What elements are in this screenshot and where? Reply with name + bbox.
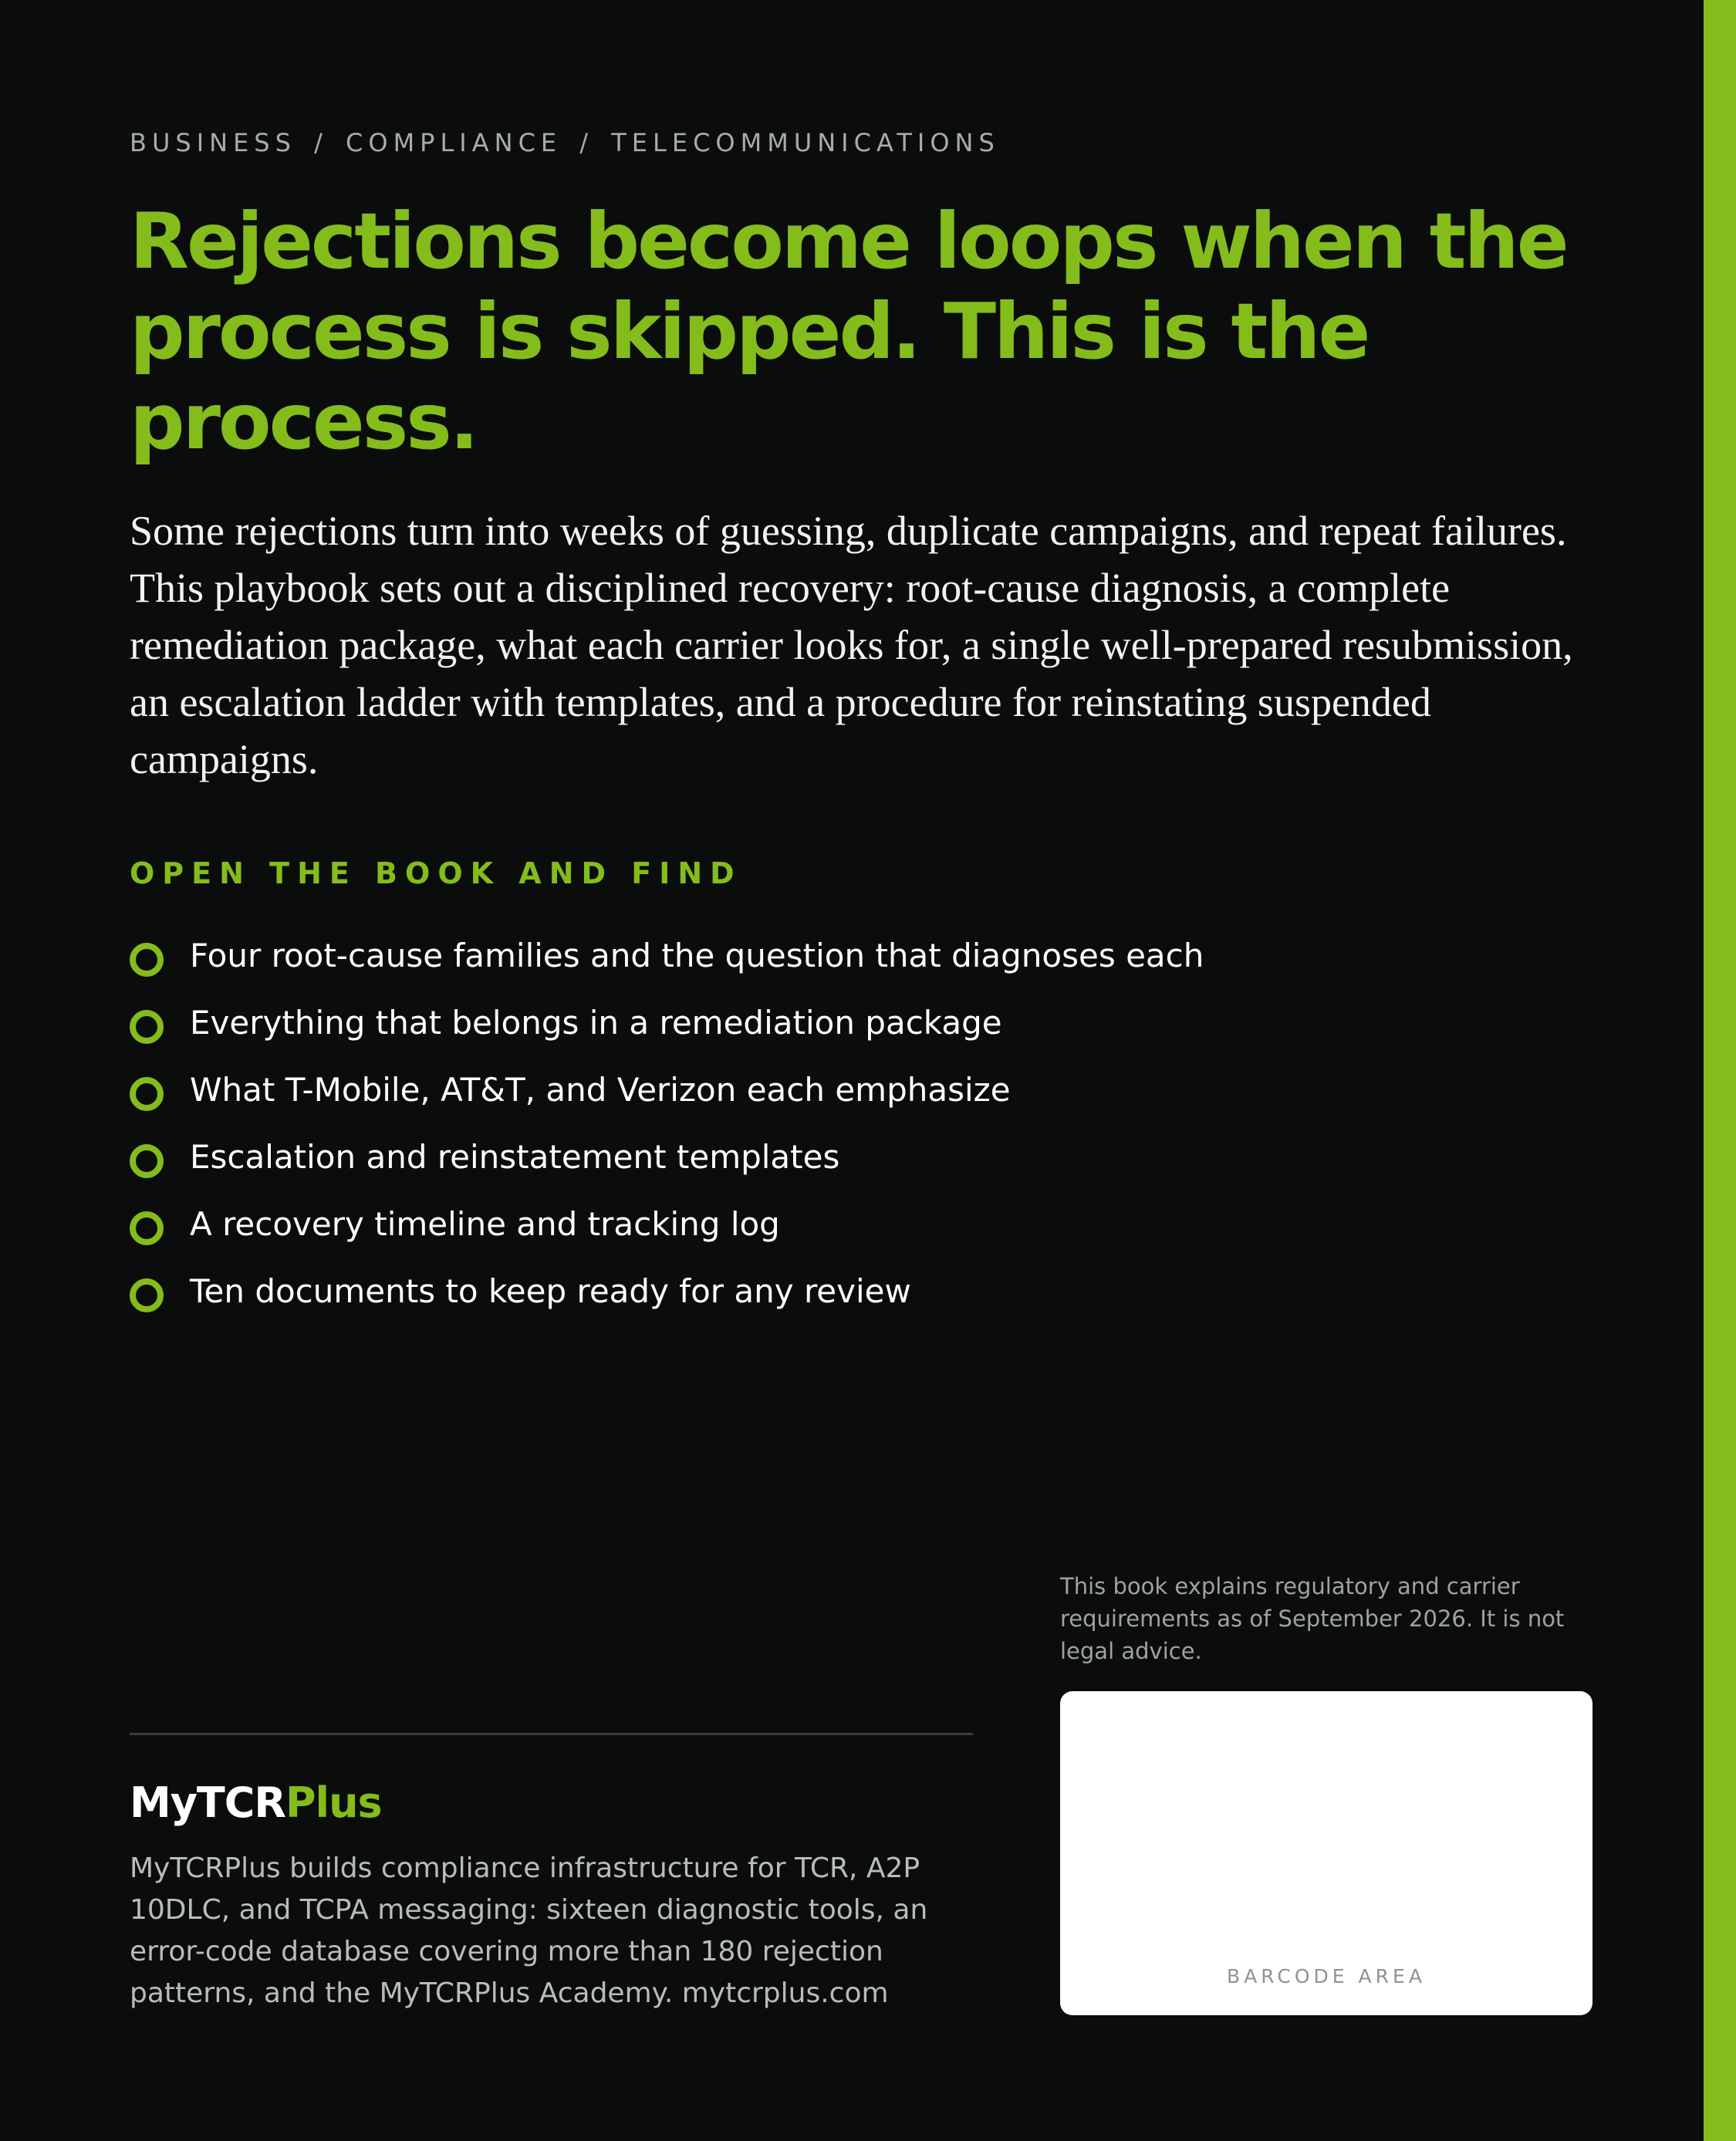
list-item [130,1190,1204,1258]
list-item [130,1258,1204,1325]
legal-disclaimer: This book explains regulatory and carrier requirements as of September 2026. It is not legal advice. [1060,1573,1565,1664]
ring-icon [130,1077,164,1111]
breadcrumb-item-business: BUSINESS [130,128,296,157]
ring-icon [130,943,164,977]
barcode-label: BARCODE AREA [1227,1965,1426,1987]
list-item [130,1123,1204,1190]
breadcrumb [130,128,1000,157]
spine-accent-bar [1704,0,1736,2141]
feature-text: Escalation and reinstatement templates [190,1138,840,1176]
publisher-description: MyTCRPlus builds compliance infrastructure for TCR, A2P 10DLC, and TCPA messaging: sixteen diagnostic tools, an error-code database covering more than 180 rejection patterns, and the MyTCRPlus Academy. mytcrplus.com [130,1852,928,2009]
brand-name-accent: Plus [285,1778,382,1827]
ring-icon [130,1144,164,1178]
intro-paragraph: Some rejections turn into weeks of guessing, duplicate campaigns, and repeat failures. This playbook sets out a disciplined recovery: root-cause diagnosis, a complete remediation package, what each carrier looks for, a single well-prepared resubmission, an escalation ladder with templates, and a procedure for reinstating suspended campaigns. [130,508,1573,782]
barcode-area [1060,1691,1592,2015]
divider [130,1733,973,1735]
ring-icon [130,1278,164,1312]
feature-list [130,922,1204,1325]
feature-text: Everything that belongs in a remediation package [190,1004,1002,1042]
brand-logo [130,1778,382,1827]
breadcrumb-item-compliance: COMPLIANCE [346,128,562,157]
ring-icon [130,1010,164,1044]
list-item [130,989,1204,1056]
feature-text: Ten documents to keep ready for any review [190,1272,911,1310]
breadcrumb-separator: / [314,128,328,157]
feature-text: What T-Mobile, AT&T, and Verizon each emphasize [190,1071,1011,1109]
headline: Rejections become loops when the process is skipped. This is the process. [130,196,1567,467]
list-item [130,922,1204,989]
feature-text: A recovery timeline and tracking log [190,1205,780,1243]
section-label: OPEN THE BOOK AND FIND [130,856,742,890]
list-item [130,1056,1204,1123]
feature-text: Four root-cause families and the question that diagnoses each [190,937,1204,974]
breadcrumb-item-telecommunications: TELECOMMUNICATIONS [611,128,1000,157]
breadcrumb-separator: / [579,128,594,157]
brand-name-main: MyTCR [130,1778,285,1827]
ring-icon [130,1211,164,1245]
